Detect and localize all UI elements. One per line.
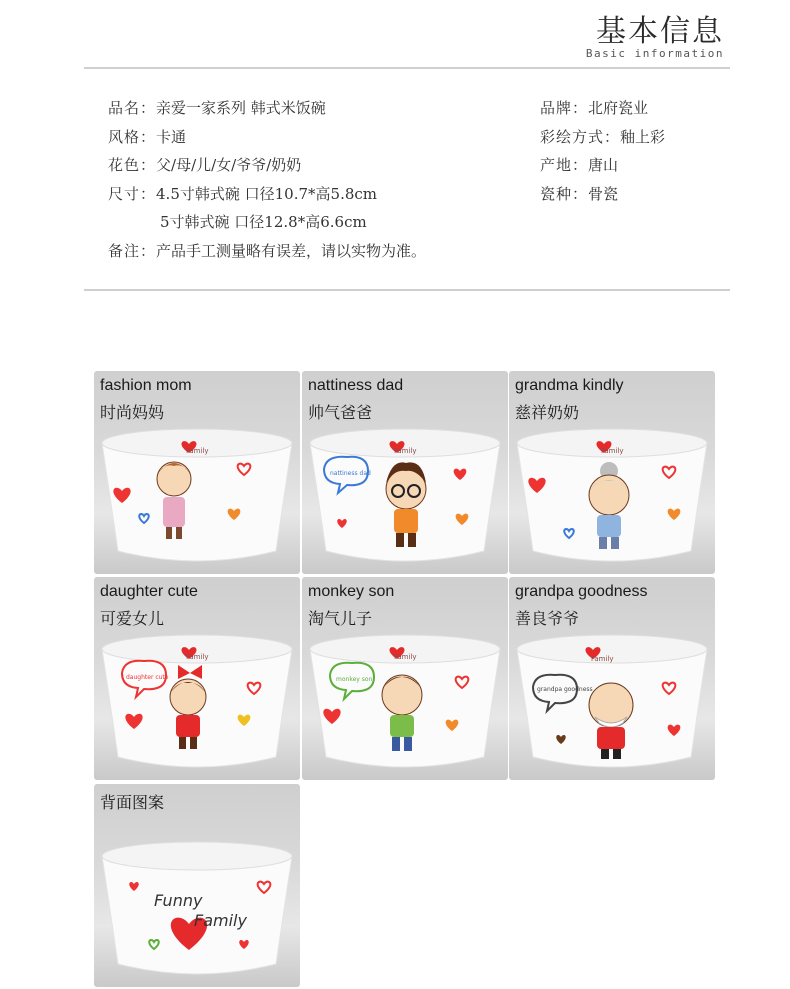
bowl-family-text: Family <box>186 653 209 661</box>
spec-row-size-2: 5寸韩式碗 口径12.8*高6.6cm <box>160 213 367 231</box>
bowl-family-text: Family <box>601 447 624 455</box>
page-title: 基本信息 <box>596 14 724 49</box>
spec-row-note: 备注：产品手工测量略有误差，请以实物为准。 <box>108 241 427 260</box>
bowl-family-text: Family <box>186 447 209 455</box>
spec-row-brand: 品牌：北府瓷业 <box>540 99 649 117</box>
product-name-zh: 时尚妈妈 <box>100 403 165 422</box>
product-card-mom[interactable] <box>94 371 300 574</box>
product-name-en: fashion mom <box>100 377 192 394</box>
spec-list-left <box>108 94 426 265</box>
product-card-son[interactable] <box>302 577 508 780</box>
back-text-line1: Funny <box>154 891 203 910</box>
spec-row-style: 风格：卡通 <box>108 127 187 146</box>
spec-row-name: 品名：亲爱一家系列 韩式米饭碗 <box>108 99 326 117</box>
product-name-zh: 可爱女儿 <box>100 609 165 628</box>
product-card-daughter[interactable] <box>94 577 300 780</box>
product-name-en: grandma kindly <box>515 377 624 394</box>
spec-row-size: 尺寸：4.5寸韩式碗 口径10.7*高5.8cm <box>108 184 378 203</box>
divider-bottom <box>84 289 730 291</box>
product-card-grandpa[interactable] <box>509 577 715 780</box>
bowl-family-text: Family <box>394 653 417 661</box>
bubble-text: monkey son <box>336 676 373 683</box>
bubble-text: grandpa goodness <box>537 686 593 693</box>
page-subtitle: Basic information <box>585 47 724 60</box>
product-card-grandma[interactable] <box>509 371 715 574</box>
product-name-en: grandpa goodness <box>515 583 648 600</box>
product-name-zh: 帅气爸爸 <box>308 403 373 422</box>
bubble-text: nattiness dad <box>330 470 371 477</box>
product-name-en: monkey son <box>308 583 395 600</box>
bubble-text: daughter cute <box>126 674 169 681</box>
product-name-en: nattiness dad <box>308 377 404 394</box>
spec-row-origin: 产地：唐山 <box>540 156 619 174</box>
product-name-zh: 善良爷爷 <box>515 609 580 628</box>
product-name-en: daughter cute <box>100 583 198 600</box>
product-name-zh: 淘气儿子 <box>308 609 373 628</box>
divider-top <box>84 67 730 69</box>
back-pattern-label: 背面图案 <box>100 793 165 812</box>
spec-row-material: 瓷种：骨瓷 <box>540 184 619 203</box>
product-card-back[interactable] <box>94 784 300 987</box>
product-name-zh: 慈祥奶奶 <box>515 403 580 422</box>
spec-row-painting: 彩绘方式：釉上彩 <box>540 127 666 146</box>
bowl-family-text: Family <box>394 447 417 455</box>
spec-row-pattern: 花色：父/母/儿/女/爷爷/奶奶 <box>108 156 302 174</box>
spec-list-right <box>540 94 665 208</box>
bowl-back-image <box>94 784 300 987</box>
product-card-dad[interactable] <box>302 371 508 574</box>
back-text-line2: Family <box>194 911 247 930</box>
bowl-family-text: Family <box>591 655 614 663</box>
